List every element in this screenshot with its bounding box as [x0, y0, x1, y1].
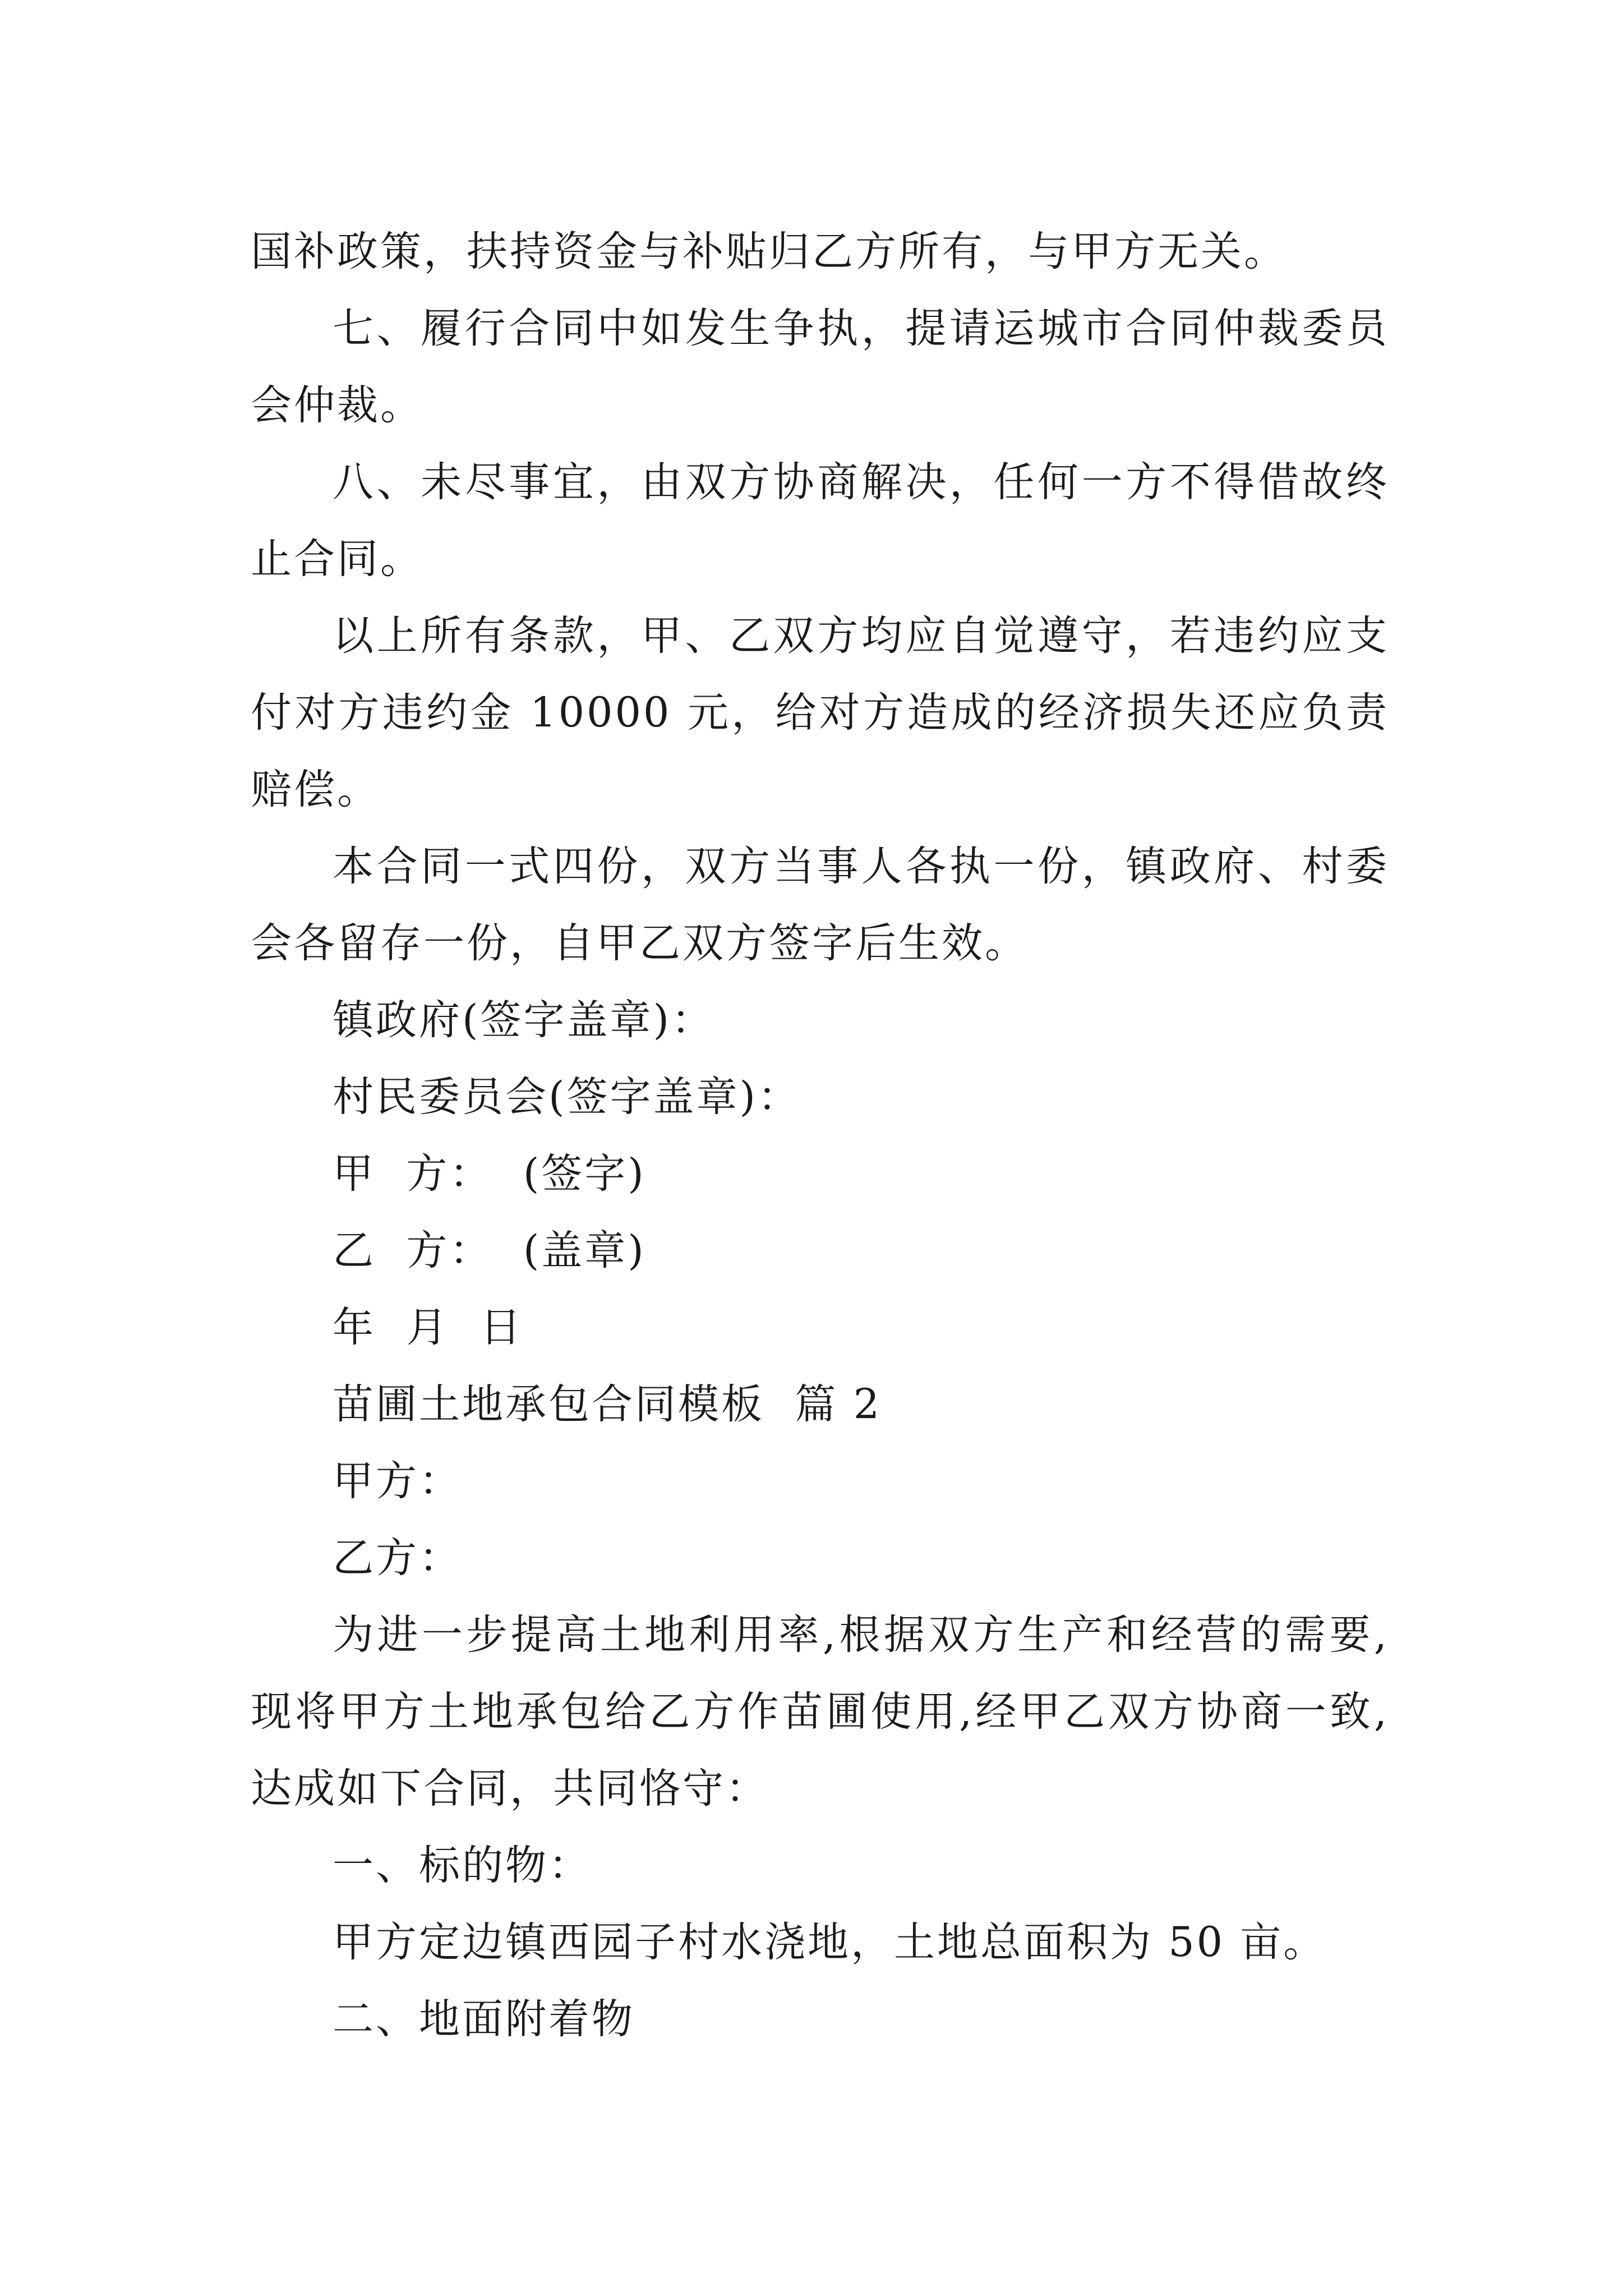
clause-one-text: 甲方定边镇西园子村水浇地，土地总面积为 50 亩。 [333, 1918, 1327, 1966]
clause-eight: 八、未尽事宜，由双方协商解决，任何一方不得借故终止合同。 [251, 458, 1389, 583]
party-b-signature: 乙 方： (盖章) [333, 1227, 646, 1274]
section-title: 苗圃土地承包合同模板 篇 2 [333, 1381, 882, 1428]
party-a-signature: 甲 方： (签字) [333, 1150, 646, 1198]
village-committee-signature: 村民委员会(签字盖章)： [333, 1073, 801, 1121]
penalty-paragraph: 以上所有条款，甲、乙双方均应自觉遵守，若违约应支付对方违约金 10000 元，给对方造成的经济损失还应负责赔偿。 [251, 612, 1389, 813]
signature-date: 年 月 日 [333, 1304, 523, 1351]
section-party-b: 乙方： [333, 1534, 462, 1582]
document-body [251, 213, 1389, 2058]
section-party-a: 甲方： [333, 1457, 462, 1505]
copies-paragraph: 本合同一式四份，双方当事人各执一份，镇政府、村委会各留存一份，自甲乙双方签字后生效。 [251, 843, 1389, 967]
clause-two-title: 二、地面附着物 [333, 1995, 635, 2043]
section-intro: 为进一步提高土地利用率,根据双方生产和经营的需要,现将甲方土地承包给乙方作苗圃使用,经甲乙双方协商一致,达成如下合同，共同恪守： [251, 1611, 1389, 1812]
paragraph-continuation: 国补政策，扶持资金与补贴归乙方所有，与甲方无关。 [251, 228, 1287, 275]
clause-one-title: 一、标的物： [333, 1842, 592, 1889]
town-government-signature: 镇政府(签字盖章)： [333, 996, 714, 1044]
clause-seven: 七、履行合同中如发生争执，提请运城市合同仲裁委员会仲裁。 [251, 305, 1389, 429]
